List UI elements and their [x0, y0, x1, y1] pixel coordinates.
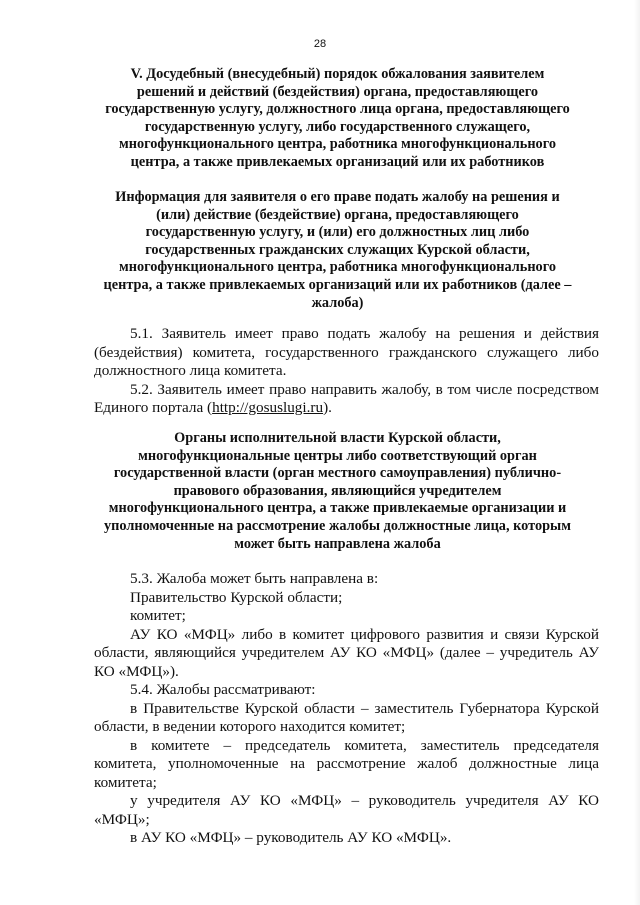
heading-line: (или) действие (бездействие) органа, предоставляющего [156, 206, 519, 223]
p53-intro: 5.3. Жалоба может быть направлена в: [130, 570, 379, 587]
p54-item-line: у учредителя АУ КО «МФЦ» – руководитель учредителя АУ КО [130, 792, 599, 809]
p54-item-line: в комитете – председатель комитета, заместитель председателя [130, 736, 599, 754]
heading-line: решений и действий (бездействия) органа, предоставляющего [136, 83, 539, 100]
heading-line: Органы исполнительной власти Курской области, [174, 430, 501, 446]
heading-line: уполномоченные на рассмотрение жалобы должностные лица, которым [104, 517, 571, 534]
p53-item: комитет; [130, 607, 186, 624]
p54-item-line: в АУ КО «МФЦ» – руководитель АУ КО «МФЦ». [130, 829, 452, 846]
page-number: 28 [313, 38, 327, 50]
paragraphs-5-3-5-4 [94, 570, 599, 848]
p54-item-line: «МФЦ»; [94, 810, 150, 828]
heading-line: многофункционального центра, работника многофункционального [118, 259, 556, 276]
p53-item-line: КО «МФЦ»). [94, 662, 179, 680]
p54-intro: 5.4. Жалобы рассматривают: [130, 681, 316, 698]
heading-line: многофункционального центра, работника многофункционального [118, 136, 556, 153]
p51-line: (бездействия) комитета, государственного гражданского служащего либо [94, 343, 599, 361]
p54-item-line: в Правительстве Курской области – заместитель Губернатора Курской [130, 699, 599, 717]
heading-line: центра, а также привлекаемых организаций или их работников (далее – [103, 276, 572, 293]
heading-line: V. Досудебный (внесудебный) порядок обжалования заявителем [130, 66, 545, 82]
heading-line: государственную услугу, и (или) его должностных лиц либо [145, 224, 530, 241]
gosuslugi-link[interactable]: http://gosuslugi.ru [212, 399, 324, 416]
heading-line: правового образования, являющийся учредителем [173, 482, 502, 499]
info-heading [80, 189, 595, 312]
section-heading [80, 66, 595, 172]
p54-item-line: области, в ведении которого находится комитет; [94, 718, 406, 735]
heading-line: государственных гражданских служащих Курской области, [145, 241, 530, 258]
heading-line: государственную услугу, либо государственного служащего, [144, 118, 531, 135]
p54-item-line: комитета; [94, 773, 157, 791]
p52-line: 5.2. Заявитель имеет право направить жалобу, в том числе посредством [130, 380, 599, 398]
paragraphs-5-1-5-2 [94, 325, 599, 418]
p51-line: должностного лица комитета. [94, 362, 287, 379]
heading-line: Информация для заявителя о его праве подать жалобу на решения и [115, 189, 560, 205]
p51-line: 5.1. Заявитель имеет право подать жалобу на решения и действия [130, 325, 599, 342]
p53-item-line: АУ КО «МФЦ» либо в комитет цифрового развития и связи Курской [130, 625, 599, 643]
heading-line: центра, а также привлекаемых организаций или их работников [130, 153, 545, 170]
p53-item-line: области, являющийся учредителем АУ КО «МФЦ» (далее – учредитель АУ [94, 644, 599, 661]
organs-heading [80, 430, 595, 553]
heading-line: государственную услугу, должностного лица органа, предоставляющего [105, 101, 570, 118]
heading-line: многофункционального центра, а также привлекаемые организации и [108, 500, 567, 517]
p54-item-line: комитета, уполномоченные на рассмотрение жалоб должностные лица [94, 755, 599, 772]
heading-line: государственной власти (орган местного самоуправления) публично- [113, 465, 562, 482]
heading-line: жалоба) [311, 294, 364, 311]
heading-line: может быть направлена жалоба [234, 535, 441, 552]
heading-line: многофункциональные центры либо соответствующий орган [138, 447, 537, 464]
p52-line: Единого портала (http://gosuslugi.ru). [94, 399, 332, 416]
scan-edge [634, 0, 640, 905]
p53-item: Правительство Курской области; [130, 588, 343, 606]
